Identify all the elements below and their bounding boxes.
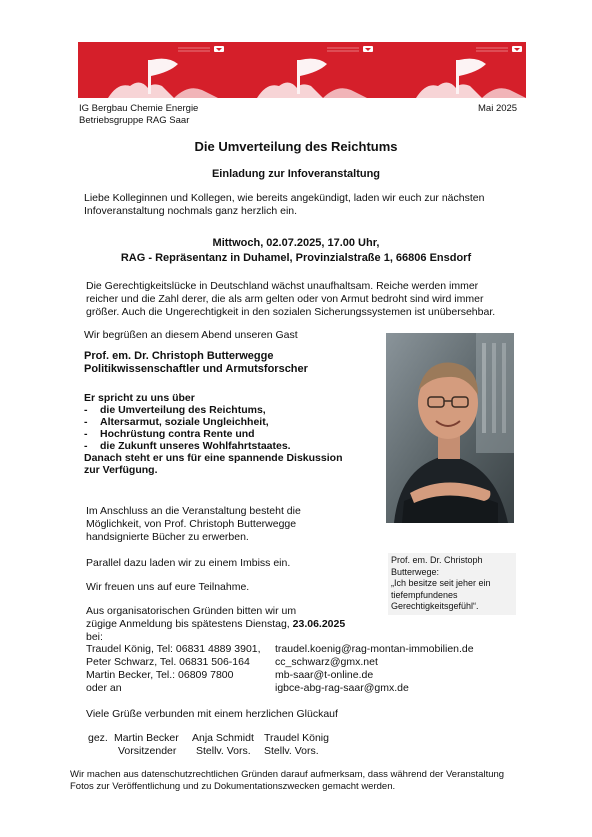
list-item (84, 428, 342, 440)
books-line: Möglichkeit, von Prof. Christoph Butterwegge (86, 518, 297, 530)
contact-email[interactable]: traudel.koenig@rag-montan-immobilien.de (275, 643, 474, 655)
contact-name-phone: Traudel König, Tel: 06831 4889 3901, (86, 643, 261, 655)
caption-line: Gerechtigkeitsgefühl“. (391, 601, 479, 611)
intro-line: Infoveranstaltung nochmals ganz herzlich ein. (84, 205, 298, 217)
registration-deadline-date: 23.06.2025 (292, 618, 346, 630)
contact-email[interactable]: cc_schwarz@gmx.net (275, 656, 378, 668)
contact-row (86, 669, 474, 682)
footer-line: Fotos zur Veröffentlichung und zu Dokumentationszwecken gemacht werden. (70, 781, 396, 792)
contact-row (86, 643, 474, 656)
topic-text: die Umverteilung des Reichtums, (100, 404, 266, 416)
event-location: RAG - Repräsentanz in Duhamel, Provinzialstraße 1, 66806 Ensdorf (120, 252, 472, 264)
contacts-list (86, 643, 474, 695)
signature-names-row (88, 732, 329, 745)
list-item (84, 404, 342, 416)
org-line-2: Betriebsgruppe RAG Saar (79, 115, 190, 126)
registration-line (86, 618, 345, 631)
contact-row (86, 682, 474, 695)
paragraph-line: reicher und die Zahl derer, die als arm gelten oder von Armut bedroht sind wird immer (86, 293, 484, 305)
registration-deadline-prefix: zügige Anmeldung bis spätestens Dienstag, (86, 618, 293, 630)
registration-line: Aus organisatorischen Gründen bitten wir um (86, 605, 297, 617)
topics-intro: Er spricht zu uns über (84, 392, 195, 404)
bullet-dash: - (84, 416, 88, 428)
signature-name: Anja Schmidt (192, 732, 254, 744)
photo-caption (388, 553, 516, 615)
signature-name: Martin Becker (114, 732, 179, 744)
banner-flag-illustration (78, 42, 526, 98)
caption-line: Butterwege: (391, 566, 440, 577)
signature-title: Stellv. Vors. (196, 745, 251, 757)
paragraph-line: Die Gerechtigkeitslücke in Deutschland wächst unaufhaltsam. Reiche werden immer (86, 280, 479, 292)
guest-role: Politikwissenschaftler und Armutsforscher (84, 363, 308, 375)
bullet-dash: - (84, 404, 88, 416)
intro-text (84, 192, 484, 218)
event-date-time: Mittwoch, 02.07.2025, 17.00 Uhr, (212, 237, 380, 249)
contact-name-phone: Martin Becker, Tel.: 06809 7800 (86, 669, 234, 681)
page-title: Die Umverteilung des Reichtums (194, 139, 398, 154)
context-paragraph (86, 280, 495, 319)
greeting: Viele Grüße verbunden mit einem herzlichen Glückauf (86, 708, 338, 720)
signature-name: Traudel König (264, 732, 329, 744)
signature-title: Vorsitzender (118, 745, 177, 757)
topics-outro-line: zur Verfügung. (84, 464, 158, 476)
intro-line: Liebe Kolleginnen und Kollegen, wie bereits angekündigt, laden wir euch zur nächsten (84, 192, 485, 204)
topics-section (84, 392, 342, 476)
contact-name-phone: Peter Schwarz, Tel. 06831 506-164 (86, 656, 250, 668)
guest-photo (386, 333, 514, 523)
guest-info (84, 350, 308, 376)
guest-name: Prof. em. Dr. Christoph Butterwegge (84, 350, 274, 362)
topic-text: Hochrüstung contra Rente und (100, 428, 255, 440)
signature-titles-row (88, 745, 329, 758)
footer-line: Wir machen aus datenschutzrechtlichen Gründen darauf aufmerksam, dass während der Veranstaltung (70, 769, 505, 780)
privacy-footer (70, 769, 504, 793)
contact-row (86, 656, 474, 669)
document-date: Mai 2025 (478, 103, 518, 114)
topic-text: Altersarmut, soziale Ungleichheit, (100, 416, 269, 428)
event-details (0, 236, 592, 266)
topic-text: die Zukunft unseres Wohlfahrtstaates. (100, 440, 291, 452)
organization (79, 103, 198, 127)
caption-line: „Ich besitze seit jeher ein (391, 578, 491, 588)
topics-outro-line: Danach steht er uns für eine spannende Diskussion (84, 452, 343, 464)
gez-label: gez. (88, 732, 108, 744)
bullet-dash: - (84, 440, 88, 452)
registration-line: bei: (86, 631, 103, 643)
books-line: Im Anschluss an die Veranstaltung besteht die (86, 505, 301, 517)
contact-name-phone: oder an (86, 682, 122, 694)
contact-email[interactable]: mb-saar@t-online.de (275, 669, 374, 681)
caption-line: tiefempfundenes (391, 589, 458, 600)
page-subtitle: Einladung zur Infoveranstaltung (211, 168, 381, 180)
header-banner (78, 42, 526, 98)
portrait-illustration (386, 333, 514, 523)
signature-title: Stellv. Vors. (264, 745, 319, 757)
signatures (88, 732, 329, 758)
contact-email[interactable]: igbce-abg-rag-saar@gmx.de (275, 682, 409, 694)
welcome-text: Wir begrüßen an diesem Abend unseren Gast (84, 329, 298, 341)
registration-info (86, 605, 345, 644)
signature-spacer (88, 745, 118, 758)
list-item (84, 416, 342, 428)
books-line: handsignierte Bücher zu erwerben. (86, 531, 249, 543)
books-info (86, 505, 301, 544)
bullet-dash: - (84, 428, 88, 440)
looking-forward: Wir freuen uns auf eure Teilnahme. (86, 581, 250, 593)
caption-line: Prof. em. Dr. Christoph (391, 555, 483, 565)
list-item (84, 440, 342, 452)
paragraph-line: größer. Auch die Ungerechtigkeit in den sozialen Sicherungssystemen ist unübersehbar. (86, 306, 496, 318)
snack-info: Parallel dazu laden wir zu einem Imbiss ein. (86, 557, 291, 569)
org-line-1: IG Bergbau Chemie Energie (79, 103, 199, 114)
